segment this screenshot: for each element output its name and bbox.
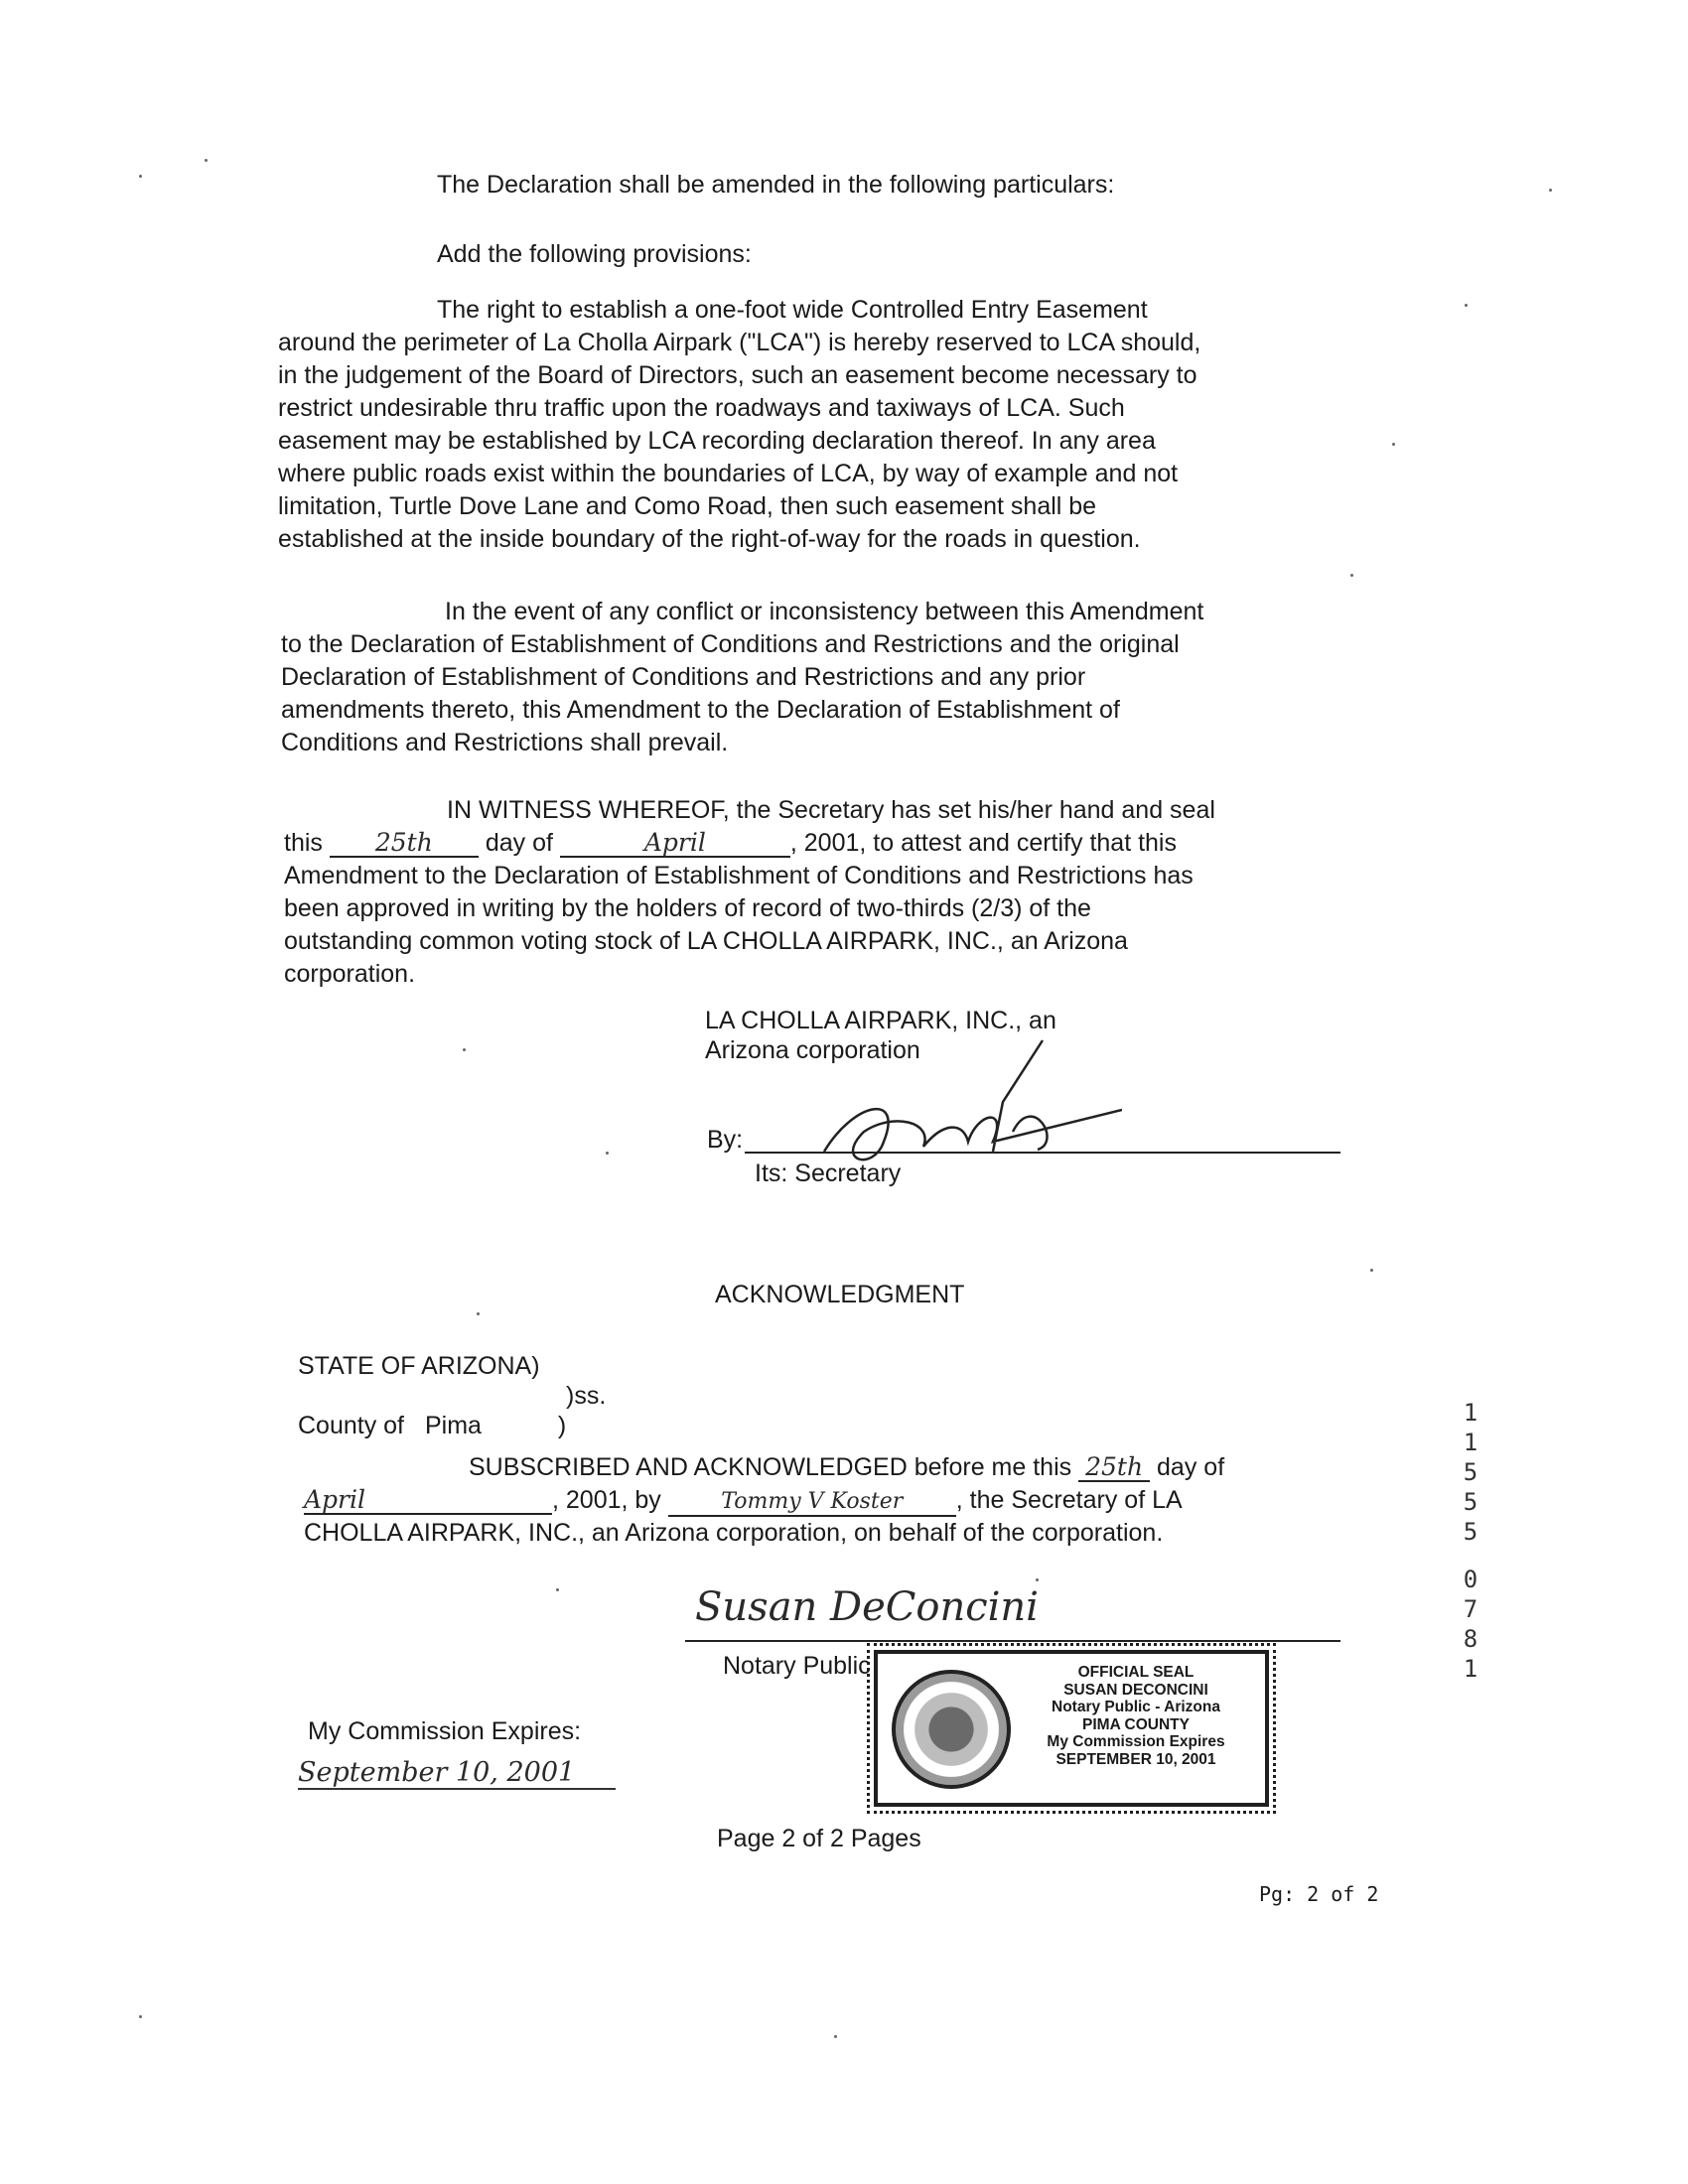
easement-line: established at the inside boundary of the right-of-way for the roads in question. <box>278 525 1141 553</box>
footer-page-number: Pg: 2 of 2 <box>1259 1882 1379 1906</box>
recording-digit: 5 <box>1463 1458 1478 1486</box>
county-line <box>298 1412 566 1440</box>
scan-speck <box>1549 189 1552 192</box>
recording-digit: 7 <box>1463 1595 1478 1623</box>
seal-text <box>1017 1664 1255 1768</box>
seal-line: SUSAN DECONCINI <box>1063 1681 1208 1699</box>
seal-line: OFFICIAL SEAL <box>1077 1664 1195 1681</box>
scan-speck <box>606 1152 609 1155</box>
recording-digit: 0 <box>1463 1566 1478 1593</box>
scan-speck <box>1392 443 1395 446</box>
seal-line: PIMA COUNTY <box>1082 1715 1190 1733</box>
conflict-line: Conditions and Restrictions shall prevail. <box>281 729 729 756</box>
add-provisions-text: Add the following provisions: <box>437 240 752 268</box>
seal-line: Notary Public - Arizona <box>1052 1699 1220 1715</box>
state-seal-emblem <box>892 1670 1011 1789</box>
recording-digit: 8 <box>1463 1625 1478 1653</box>
company-name-line1: LA CHOLLA AIRPARK, INC., an <box>705 1007 1056 1034</box>
witness-date-line <box>284 827 1215 860</box>
company-name-line2: Arizona corporation <box>705 1036 920 1064</box>
witness-opening: IN WITNESS WHEREOF, the Secretary has set his/her hand and seal <box>447 796 1215 824</box>
scan-speck <box>1465 304 1468 307</box>
witness-day-handwritten: 25th <box>330 830 479 858</box>
witness-line: corporation. <box>284 960 416 988</box>
scan-speck <box>139 175 142 178</box>
county-paren: ) <box>557 1412 567 1439</box>
conflict-paragraph <box>281 596 1203 759</box>
easement-line: easement may be established by LCA recording declaration thereof. In any area <box>278 427 1156 455</box>
witness-line: been approved in writing by the holders of record of two-thirds (2/3) of the <box>284 894 1091 922</box>
easement-line: where public roads exist within the boundaries of LCA, by way of example and not <box>278 460 1179 487</box>
recording-digit: 1 <box>1463 1399 1478 1427</box>
ack-year-by: , 2001, by <box>552 1486 661 1514</box>
conflict-line: Declaration of Establishment of Conditions and Restrictions and any prior <box>281 663 1086 691</box>
page-label: Page 2 of 2 Pages <box>717 1825 921 1852</box>
witness-year-text: , 2001, to attest and certify that this <box>789 829 1177 857</box>
scan-speck <box>1350 574 1353 577</box>
witness-line: outstanding common voting stock of LA CHOLLA AIRPARK, INC., an Arizona <box>284 927 1128 955</box>
subscribed-line-1 <box>304 1451 1224 1484</box>
scan-speck <box>1036 1578 1039 1581</box>
recording-digit: 1 <box>1463 1429 1478 1456</box>
scan-speck <box>834 2035 837 2038</box>
scan-speck <box>1370 1269 1373 1272</box>
ack-day-handwritten: 25th <box>1078 1454 1150 1482</box>
conflict-line: amendments thereto, this Amendment to the Declaration of Establishment of <box>281 696 1120 724</box>
commission-date-handwritten: September 10, 2001 <box>298 1757 616 1790</box>
subscribed-line-2 <box>304 1484 1224 1517</box>
by-label: By: <box>707 1126 744 1154</box>
scan-speck <box>556 1588 559 1591</box>
easement-line: restrict undesirable thru traffic upon the roadways and taxiways of LCA. Such <box>278 394 1125 422</box>
scan-speck <box>139 2015 142 2018</box>
conflict-line: to the Declaration of Establishment of Conditions and Restrictions and the original <box>281 630 1180 658</box>
easement-line: The right to establish a one-foot wide Controlled Entry Easement <box>437 296 1148 324</box>
subscribed-line-3: CHOLLA AIRPARK, INC., an Arizona corporation, on behalf of the corporation. <box>304 1519 1164 1547</box>
intro-text: The Declaration shall be amended in the following particulars: <box>437 171 1115 199</box>
scan-speck <box>477 1312 480 1315</box>
notary-public-label: Notary Public <box>723 1652 871 1680</box>
recording-digit: 1 <box>1463 1655 1478 1683</box>
state-label: STATE OF ARIZONA) <box>298 1352 540 1380</box>
easement-line: limitation, Turtle Dove Lane and Como Road, then such easement shall be <box>278 492 1097 520</box>
day-of-label: day of <box>485 829 553 857</box>
easement-line: around the perimeter of La Cholla Airpark ("LCA") is hereby reserved to LCA should, <box>278 329 1201 356</box>
ack-secretary-of: , the Secretary of LA <box>955 1486 1183 1514</box>
its-secretary-label: Its: Secretary <box>755 1160 902 1187</box>
witness-line: Amendment to the Declaration of Establishment of Conditions and Restrictions has <box>284 862 1194 889</box>
scan-speck <box>463 1048 466 1051</box>
witness-paragraph <box>284 794 1215 991</box>
scan-speck <box>205 159 208 162</box>
witness-month-handwritten: April <box>560 830 790 858</box>
notary-signature-line <box>685 1640 1340 1642</box>
recording-digit: 5 <box>1463 1518 1478 1546</box>
ss-label: )ss. <box>566 1382 607 1410</box>
notary-signature: Susan DeConcini <box>695 1584 1039 1630</box>
seal-line: My Commission Expires <box>1047 1733 1225 1750</box>
ack-name-handwritten: Tommy V Koster <box>668 1489 956 1517</box>
subscribed-paragraph <box>304 1451 1224 1550</box>
acknowledgment-heading: ACKNOWLEDGMENT <box>715 1281 965 1308</box>
recording-digit: 5 <box>1463 1488 1478 1516</box>
easement-line: in the judgement of the Board of Directors, such an easement become necessary to <box>278 361 1197 389</box>
seal-line: SEPTEMBER 10, 2001 <box>1055 1750 1216 1768</box>
commission-label: My Commission Expires: <box>308 1717 582 1745</box>
county-value: Pima <box>424 1412 482 1439</box>
subscribed-text: SUBSCRIBED AND ACKNOWLEDGED before me this <box>469 1453 1072 1481</box>
easement-paragraph <box>278 294 1200 556</box>
official-seal-stamp <box>874 1650 1269 1807</box>
ack-month-handwritten: April <box>304 1487 552 1515</box>
ack-day-of: day of <box>1157 1453 1225 1481</box>
conflict-line: In the event of any conflict or inconsistency between this Amendment <box>445 598 1204 625</box>
this-label: this <box>284 829 323 857</box>
recording-number-vertical <box>1458 1398 1483 1684</box>
county-label: County of <box>298 1412 405 1439</box>
